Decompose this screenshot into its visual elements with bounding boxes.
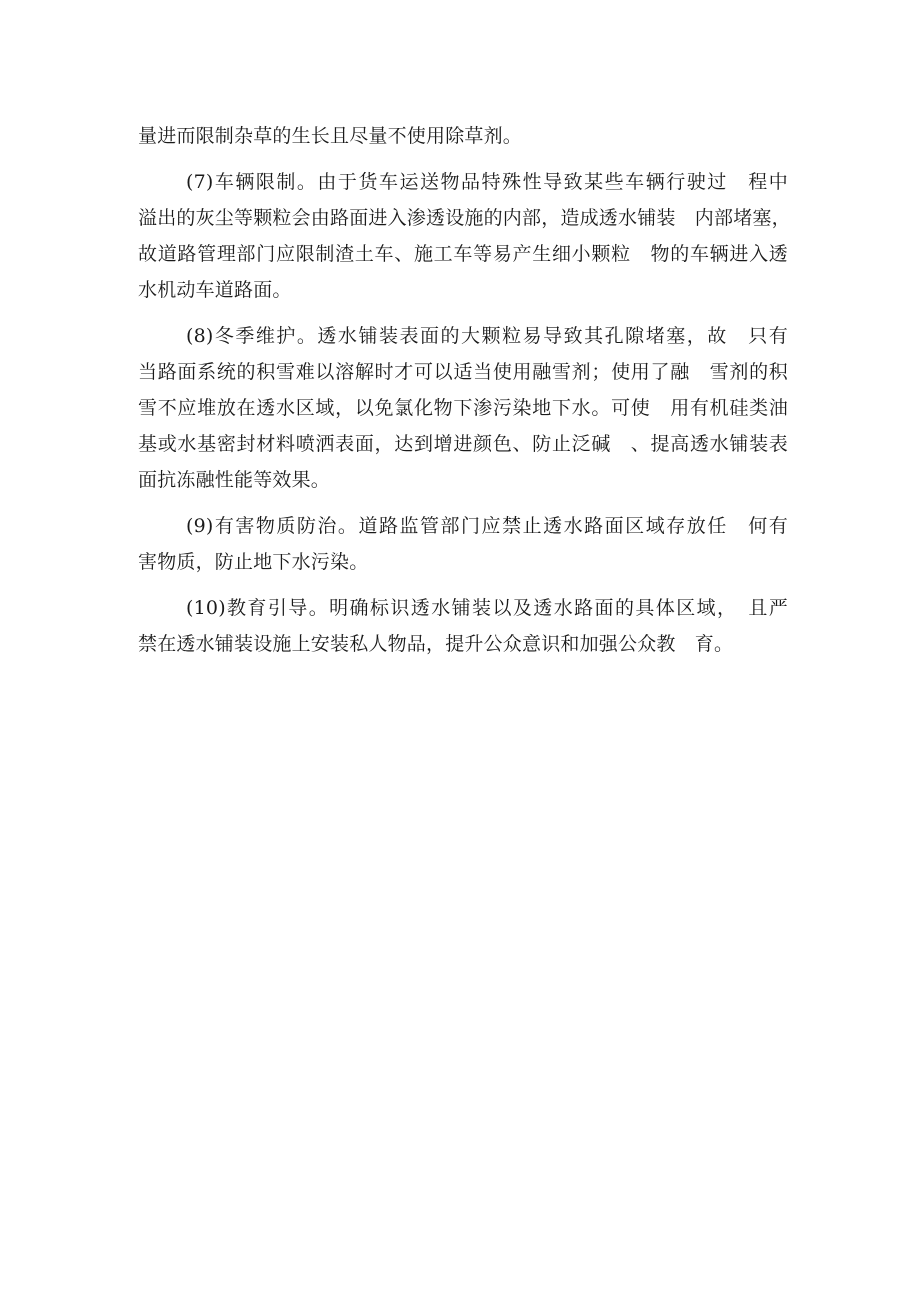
text-line: 当路面系统的积雪难以溶解时才可以适当使用融雪剂；使用了融 雪剂的积 bbox=[138, 361, 788, 383]
text-line: 面抗冻融性能等效果。 bbox=[138, 469, 331, 491]
text-line: 基或水基密封材料喷洒表面，达到增进颜色、防止泛碱 、提高透水铺装表 bbox=[138, 433, 788, 455]
text-line: (8)冬季维护。透水铺装表面的大颗粒易导致其孔隙堵塞，故 只有 bbox=[186, 325, 788, 347]
text-line: 害物质，防止地下水污染。 bbox=[138, 551, 369, 573]
text-line: (9)有害物质防治。道路监管部门应禁止透水路面区域存放任 何有 bbox=[186, 515, 788, 537]
text-line: (10)教育引导。明确标识透水铺装以及透水路面的具体区域， 且严 bbox=[186, 597, 788, 619]
paragraph-winter-maintenance bbox=[138, 318, 788, 498]
paragraph-vehicle-restriction bbox=[138, 164, 791, 308]
text-line: 故道路管理部门应限制渣土车、施工车等易产生细小颗粒 物的车辆进入透 bbox=[138, 243, 788, 265]
paragraph-education-guidance bbox=[138, 590, 788, 662]
text-line: 禁在透水铺装设施上安装私人物品，提升公众意识和加强公众教 育。 bbox=[138, 633, 734, 655]
text-line: 雪不应堆放在透水区域，以免氯化物下渗污染地下水。可使 用有机硅类油 bbox=[138, 397, 788, 419]
text-line: 量进而限制杂草的生长且尽量不使用除草剂。 bbox=[138, 125, 523, 147]
text-line: 水机动车道路面。 bbox=[138, 279, 292, 301]
text-line: (7)车辆限制。由于货车运送物品特殊性导致某些车辆行驶过 程中 bbox=[186, 171, 788, 193]
text-line: 溢出的灰尘等颗粒会由路面进入渗透设施的内部，造成透水铺装 内部堵塞， bbox=[138, 207, 791, 229]
document-body bbox=[138, 118, 791, 662]
paragraph-hazardous-materials bbox=[138, 508, 788, 580]
paragraph-continuation bbox=[138, 118, 788, 154]
